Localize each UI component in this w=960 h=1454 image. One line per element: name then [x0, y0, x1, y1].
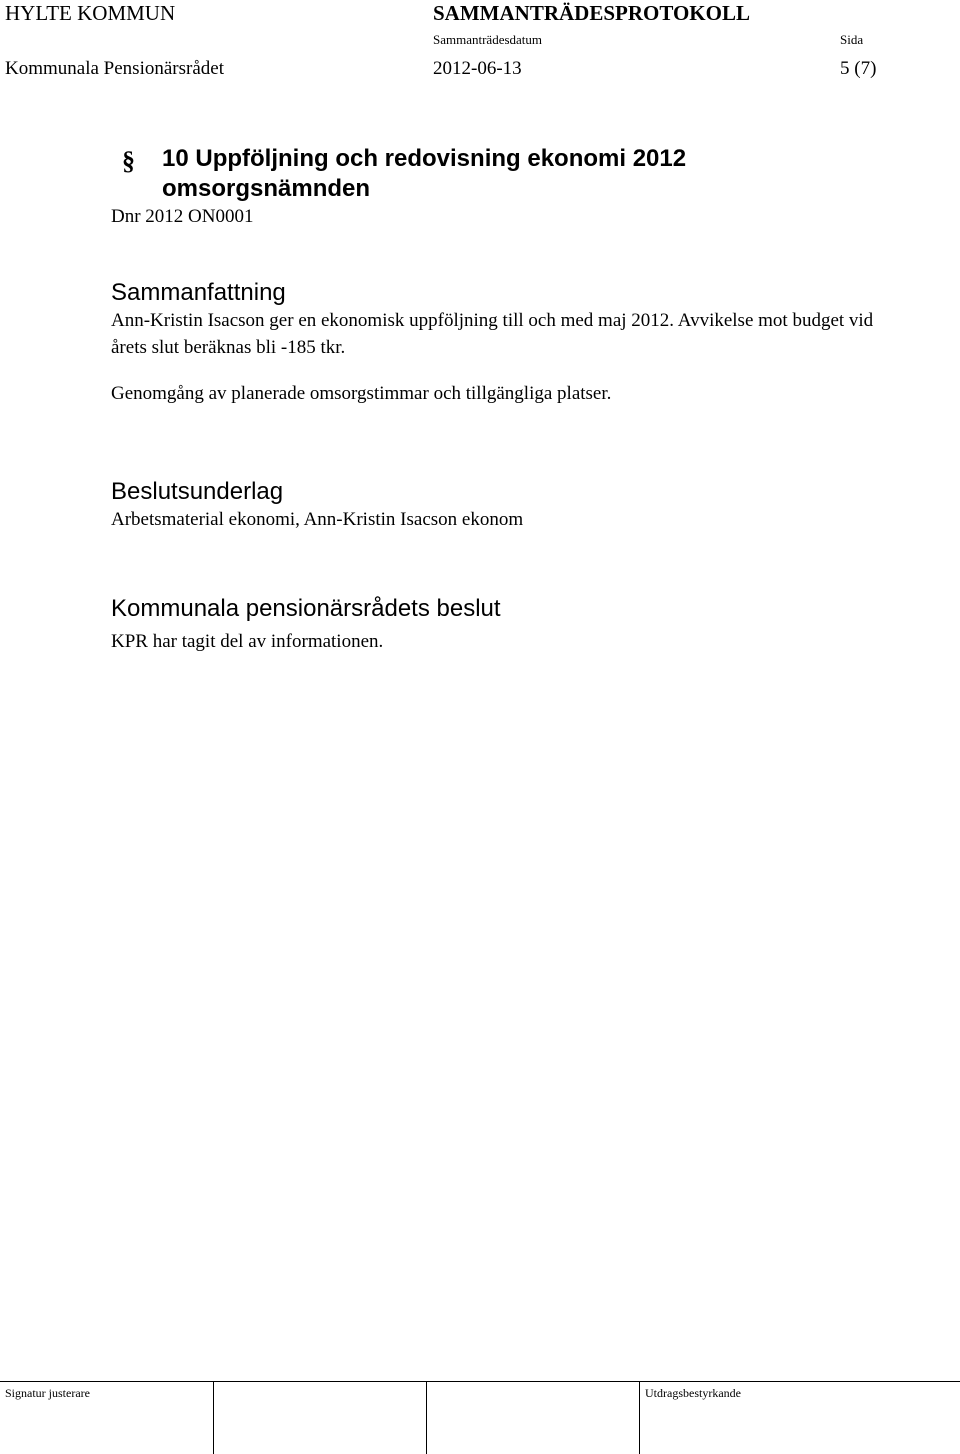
document-type: SAMMANTRÄDESPROTOKOLL — [433, 1, 750, 25]
summary-paragraph: Ann-Kristin Isacson ger en ekonomisk uppföljning till och med maj 2012. Avvikelse mot budget vid årets slut beräknas bli -185 tkr. — [111, 310, 874, 358]
committee-name: Kommunala Pensionärsrådet — [5, 58, 224, 79]
municipality-name: HYLTE KOMMUN — [5, 1, 176, 25]
extract-certification-label: Utdragsbestyrkande — [645, 1386, 741, 1400]
page-number: 5 (7) — [840, 58, 877, 79]
summary-heading: Sammanfattning — [111, 279, 286, 306]
decision-heading: Kommunala pensionärsrådets beslut — [111, 595, 501, 622]
decision-basis-text: Arbetsmaterial ekonomi, Ann-Kristin Isacson ekonom — [111, 509, 524, 530]
footer-divider — [213, 1381, 214, 1454]
paragraph-sign: § — [122, 146, 135, 175]
decision-basis-heading: Beslutsunderlag — [111, 478, 284, 505]
summary-paragraph-2: Genomgång av planerade omsorgstimmar och tillgängliga platser. — [111, 383, 612, 404]
meeting-date-label: Sammanträdesdatum — [433, 32, 543, 47]
decision-text: KPR har tagit del av informationen. — [111, 631, 384, 652]
footer-rule — [0, 1381, 960, 1382]
page-label: Sida — [840, 32, 864, 47]
footer-divider — [426, 1381, 427, 1454]
diary-number: Dnr 2012 ON0001 — [111, 206, 254, 227]
signature-label: Signatur justerare — [5, 1386, 90, 1400]
meeting-date: 2012-06-13 — [433, 58, 522, 79]
footer-divider — [639, 1381, 640, 1454]
item-title: 10 Uppföljning och redovisning ekonomi 2012 omsorgsnämnden — [162, 145, 687, 202]
